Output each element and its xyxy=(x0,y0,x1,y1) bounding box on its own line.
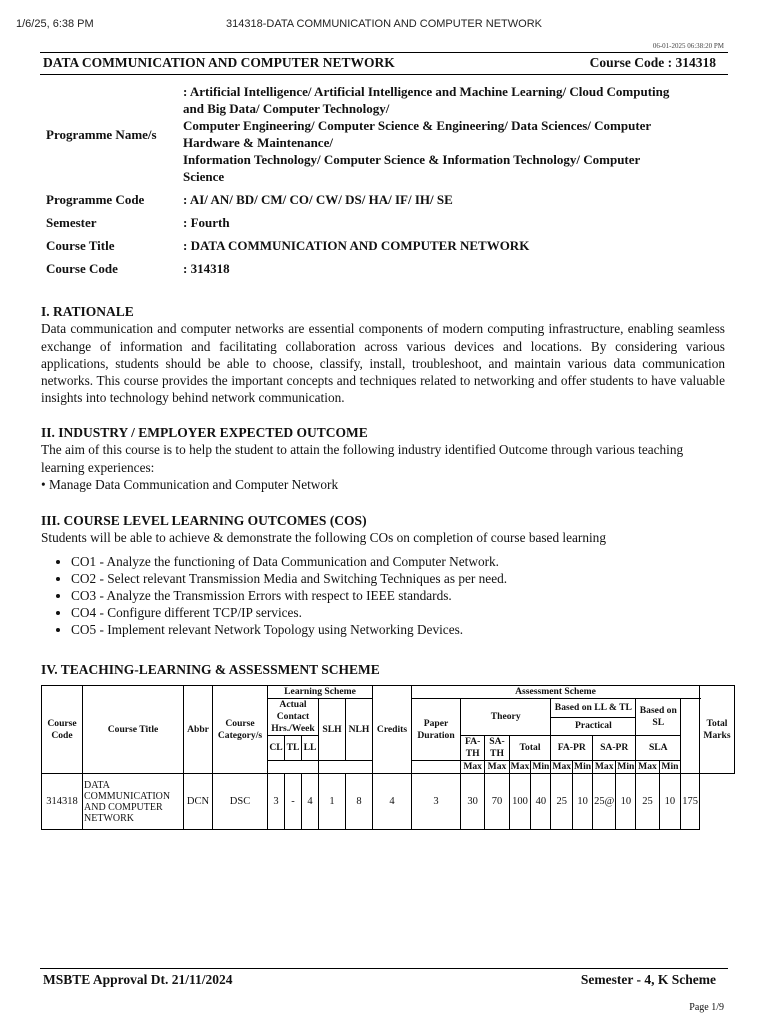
course-outcome-item: • CO1 - Analyze the functioning of Data Communication and Computer Network. xyxy=(71,553,725,570)
th-course-title: Course Title xyxy=(83,686,184,774)
industry-outcome-section xyxy=(41,424,725,493)
th-hours-spacer xyxy=(319,761,373,774)
th-assessment-scheme: Assessment Scheme xyxy=(412,686,700,699)
semester-label: Semester xyxy=(46,215,97,230)
footer-divider xyxy=(40,968,728,969)
th-min: Min xyxy=(617,761,635,772)
programme-code-label: Programme Code xyxy=(46,192,145,207)
programme-names-line: Computer Engineering/ Computer Science & Engineering/ Data Sciences/ Computer xyxy=(183,118,652,133)
th-max: Max xyxy=(461,761,485,774)
cell-abbr: DCN xyxy=(184,774,213,830)
th-nlh: NLH xyxy=(346,699,373,761)
programme-names-label: Programme Name/s xyxy=(46,126,157,142)
page-number: Page 1/9 xyxy=(689,1002,724,1013)
rationale-text: Data communication and computer networks are essential components of modern computing infrastructure, enabling seamless exchange of information and facilitating collaboration across various devices and locations. By considering various applications, students should be able to choose, classify, install, troubleshoot, and maintain various data communication networks. This course provides the important concepts and techniques related to networking and offer students to have valuable insights into technology behind network communication. xyxy=(41,321,725,406)
cell-sa-th-max: 70 xyxy=(485,774,509,830)
scheme-data-row xyxy=(42,774,735,830)
course-outcome-item: • CO2 - Select relevant Transmission Media and Switching Techniques as per need. xyxy=(71,570,725,587)
course-title-label: Course Title xyxy=(46,238,115,253)
th-min: Min xyxy=(532,761,550,772)
cell-credits: 4 xyxy=(373,774,412,830)
th-cl: CL xyxy=(268,736,285,761)
th-learning-scheme: Learning Scheme xyxy=(268,686,373,699)
course-code-header: Course Code : 314318 xyxy=(589,55,716,70)
programme-names-line: and Big Data/ Computer Technology/ xyxy=(183,101,390,116)
generated-timestamp: 06-01-2025 06:38:20 PM xyxy=(652,42,724,50)
semester-value: : Fourth xyxy=(183,215,230,230)
cell-sla-max: 25 xyxy=(636,774,659,830)
programme-names-line: : Artificial Intelligence/ Artificial Intelligence and Machine Learning/ Cloud Computing xyxy=(183,84,670,99)
programme-details-table xyxy=(46,80,726,280)
th-fa-pr: FA-PR xyxy=(551,736,593,761)
course-code-row xyxy=(46,257,726,280)
industry-outcome-heading: II. INDUSTRY / EMPLOYER EXPECTED OUTCOME xyxy=(41,425,368,440)
scheme-header-row-1 xyxy=(42,686,735,699)
industry-outcome-bullet: • Manage Data Communication and Computer Network xyxy=(41,476,339,492)
semester-row xyxy=(46,211,726,234)
cell-fa-th-max: 30 xyxy=(461,774,485,830)
th-max: Max xyxy=(510,761,530,772)
course-outcomes-section xyxy=(41,512,725,638)
th-max: Max xyxy=(593,761,616,774)
cell-fa-pr-min: 10 xyxy=(573,774,593,830)
course-title-value: : DATA COMMUNICATION AND COMPUTER NETWORK xyxy=(183,238,530,253)
th-sla: SLA xyxy=(636,736,681,761)
cell-fa-pr-max: 25 xyxy=(551,774,573,830)
th-theory: Theory xyxy=(461,699,551,736)
cell-sa-pr-min: 10 xyxy=(616,774,636,830)
th-max: Max xyxy=(552,761,572,772)
th-fa-th: FA-TH xyxy=(461,736,485,761)
th-total: Total xyxy=(509,736,551,761)
course-outcomes-heading: III. COURSE LEVEL LEARNING OUTCOMES (COS) xyxy=(41,513,367,528)
th-total-marks: Total Marks xyxy=(700,686,735,774)
cell-sa-pr-max: 25@ xyxy=(593,774,616,830)
course-code-value: : 314318 xyxy=(183,261,230,276)
print-page-title: 314318-DATA COMMUNICATION AND COMPUTER NETWORK xyxy=(226,18,542,30)
th-contact-spacer xyxy=(268,761,319,774)
cell-total-max: 100 xyxy=(509,774,531,830)
approval-date: MSBTE Approval Dt. 21/11/2024 xyxy=(43,972,233,987)
programme-names-value xyxy=(183,80,726,188)
cell-nlh: 8 xyxy=(346,774,373,830)
rationale-section xyxy=(41,303,725,407)
cell-course-title: DATA COMMUNICATION AND COMPUTER NETWORK xyxy=(83,774,184,830)
programme-names-row xyxy=(46,80,726,188)
scheme-section xyxy=(41,661,725,678)
document-title: DATA COMMUNICATION AND COMPUTER NETWORK xyxy=(43,55,395,70)
th-practical: Practical xyxy=(551,717,636,736)
cell-total-marks: 175 xyxy=(681,774,700,830)
course-outcome-item: • CO5 - Implement relevant Network Topology using Networking Devices. xyxy=(71,621,725,638)
course-outcomes-intro: Students will be able to achieve & demonstrate the following COs on completion of course based learning xyxy=(41,530,606,546)
scheme-heading: IV. TEACHING-LEARNING & ASSESSMENT SCHEME xyxy=(41,662,380,677)
programme-names-line: Science xyxy=(183,169,225,184)
semester-scheme: Semester - 4, K Scheme xyxy=(580,972,716,987)
th-max: Max xyxy=(485,761,509,774)
course-title-row xyxy=(46,234,726,257)
cell-total-min: 40 xyxy=(531,774,551,830)
th-tl: TL xyxy=(285,736,302,761)
th-actual-contact-hours: Actual Contact Hrs./Week xyxy=(268,699,319,736)
cell-course-code: 314318 xyxy=(42,774,83,830)
th-min: Min xyxy=(659,761,681,774)
cell-category: DSC xyxy=(213,774,268,830)
th-paper-duration: Paper Duration xyxy=(412,699,461,761)
course-outcome-item: • CO3 - Analyze the Transmission Errors with respect to IEEE standards. xyxy=(71,587,725,604)
cell-tl: - xyxy=(285,774,302,830)
cell-cl: 3 xyxy=(268,774,285,830)
th-paper-spacer xyxy=(412,761,461,774)
th-course-category: Course Category/s xyxy=(213,686,268,774)
course-code-label: Course Code xyxy=(46,261,118,276)
th-sa-pr: SA-PR xyxy=(593,736,636,761)
title-divider xyxy=(40,74,728,75)
print-datetime: 1/6/25, 6:38 PM xyxy=(16,18,94,30)
cell-sla-min: 10 xyxy=(659,774,681,830)
programme-names-line: Information Technology/ Computer Science & Information Technology/ Computer xyxy=(183,152,641,167)
th-based-on-ll-tl: Based on LL & TL xyxy=(551,699,636,718)
cell-paper-duration: 3 xyxy=(412,774,461,830)
th-max: Max xyxy=(636,761,659,774)
rationale-heading: I. RATIONALE xyxy=(41,304,134,319)
industry-outcome-text: The aim of this course is to help the student to attain the following industry identified Outcome through various teaching learning experiences: xyxy=(41,442,684,475)
cell-slh: 1 xyxy=(319,774,346,830)
th-course-code: Course Code xyxy=(42,686,83,774)
th-ll: LL xyxy=(302,736,319,761)
programme-names-line: Hardware & Maintenance/ xyxy=(183,135,333,150)
top-divider xyxy=(40,52,728,53)
th-abbr: Abbr xyxy=(184,686,213,774)
course-outcomes-list xyxy=(41,553,725,638)
th-credits: Credits xyxy=(373,686,412,774)
programme-code-row xyxy=(46,188,726,211)
th-sa-th: SA-TH xyxy=(485,736,509,761)
course-outcome-item: • CO4 - Configure different TCP/IP services. xyxy=(71,604,725,621)
teaching-assessment-scheme-table xyxy=(41,685,735,830)
cell-ll: 4 xyxy=(302,774,319,830)
th-slh: SLH xyxy=(319,699,346,761)
programme-code-value: : AI/ AN/ BD/ CM/ CO/ CW/ DS/ HA/ IF/ IH/ SE xyxy=(183,192,453,207)
th-based-on-sl: Based on SL xyxy=(636,699,681,736)
th-min: Min xyxy=(574,761,592,772)
